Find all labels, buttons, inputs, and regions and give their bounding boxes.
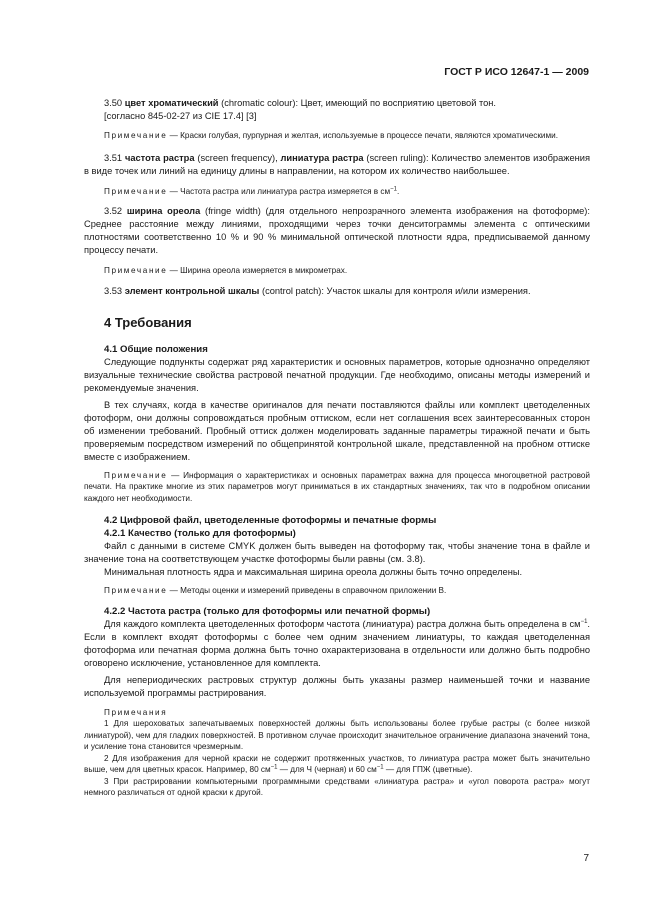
note-item [84, 753, 590, 776]
term-name: ширина ореола [126, 206, 201, 216]
note-text: — для Ч (черная) и 60 см [277, 765, 377, 774]
paragraph: Файл с данными в системе CMYK должен быть выведен на фотоформу так, чтобы значение тона в файле и значение тона на соответствующем участке фотоформы были равны (см. 3.8). [84, 541, 590, 564]
term-name: частота растра [124, 152, 195, 163]
term-3-52 [84, 205, 590, 257]
note-text: — для ГПЖ (цветные). [383, 765, 473, 774]
note-end: . [397, 186, 400, 196]
term-name: цвет хроматический [124, 98, 219, 108]
note [84, 130, 590, 142]
term-definition: (fringe width) (для отдельного непрозрачного элемента изображения на фотоформе): Среднее расстояние между линиями, проходящими через точки денситограммы элемента с оптическими плотностями соответственно 10 % и 90 % минимальной оптической плотности ядра, предписываемой данному процессу печати. [84, 206, 590, 255]
page-number: 7 [583, 853, 589, 864]
note-label: Примечание [104, 186, 168, 196]
superscript: −1 [376, 764, 384, 771]
term-3-53 [84, 285, 590, 298]
note-item: 1 Для шероховатых запечатываемых поверхностей должны быть использованы более грубые растры (с более низкой линиатурой), чем для гладких поверхностей. В противном случае происходит значительное ограничение диапазона значений тона, и усиление тона становится чрезмерным. [84, 719, 590, 751]
term-name-alt: линиатура растра [280, 152, 364, 163]
notes-label: Примечания [104, 707, 168, 717]
term-number: 3.53 [104, 285, 123, 296]
main-content [84, 97, 590, 799]
term-definition: (screen ruling): Количество элементов изображения в виде точек или линий на единицу длины в направлении, на котором их количество наибольшее. [84, 152, 591, 176]
term-3-50 [84, 97, 590, 110]
note-text: — Методы оценки и измерений приведены в справочном приложении В. [169, 586, 447, 595]
note-text: — Краски голубая, пурпурная и желтая, используемые в процессе печати, являются хроматическими. [169, 131, 558, 140]
note [84, 186, 590, 198]
note-label: Примечание [104, 470, 168, 480]
term-3-51 [84, 152, 590, 178]
term-definition: (chromatic colour): Цвет, имеющий по восприятию цветовой тон. [221, 98, 497, 108]
term-number: 3.51 [104, 152, 123, 163]
subsection-heading: 4.2.1 Качество (только для фотоформы) [104, 528, 296, 539]
note-label: Примечание [104, 586, 168, 595]
paragraph-text: . Если в комплект входят фотоформы с более чем одним значением линиатуры, то каждая цветоделенная фотоформа или печатная форма должна быть точно охарактеризована в отдельности или должно быть подробно оговорено исключение, установленное для комплекта. [84, 618, 590, 668]
term-english: (screen frequency), [197, 152, 278, 163]
note [84, 470, 590, 505]
note-text: — Информация о характеристиках и основных параметрах важна для процесса многоцветной растровой печати. На практике многие из этих параметров могут приниматься в их стандартных значениях, так что в подробном описании каждого нет необходимости. [84, 470, 590, 503]
note-text: — Частота растра или линиатура растра измеряется в см [169, 186, 391, 196]
term-number: 3.52 [104, 206, 123, 216]
term-number: 3.50 [104, 98, 123, 108]
note [84, 265, 590, 277]
subsection-heading: 4.1 Общие положения [104, 343, 208, 355]
superscript: −1 [580, 618, 588, 625]
paragraph: Для непериодических растровых структур должны быть указаны размер наименьшей точки и название используемой программы растрирования. [84, 674, 590, 698]
paragraph [84, 618, 590, 670]
paragraph: Следующие подпункты содержат ряд характеристик и основных параметров, которые однозначно определяют визуальные технические свойства растровой печатной продукции. Где необходимо, описаны методы измерений и рекомендуемые значения. [84, 356, 590, 393]
note-text: — Ширина ореола измеряется в микрометрах. [169, 266, 348, 275]
note [84, 585, 590, 597]
term-reference: [согласно 845-02-27 из CIE 17.4] [3] [104, 111, 257, 121]
paragraph: В тех случаях, когда в качестве оригиналов для печати поставляются файлы или комплект цветоделенных фотоформ, они должны сопровождаться пробным оттиском, если нет соглашения всех заинтересованных сторон об изменении требований. Пробный оттиск должен моделировать заданные параметры тиражной печати и быть проверяемым посредством измерений по общепринятой контрольной шкале, представленной на пробном оттиске вместе с изображением. [84, 399, 590, 462]
paragraph: Минимальная плотность ядра и максимальная ширина ореола должны быть точно определены. [104, 567, 523, 577]
standard-header: ГОСТ Р ИСО 12647-1 — 2009 [444, 66, 589, 78]
paragraph-text: Для каждого комплекта цветоделенных фотоформ частота (линиатура) растра должна быть определена в см [104, 618, 581, 629]
subsection-heading: 4.2.2 Частота растра (только для фотоформы или печатной формы) [104, 605, 431, 617]
note-label: Примечание [104, 131, 168, 140]
subsection-heading: 4.2 Цифровой файл, цветоделенные фотоформы и печатные формы [104, 515, 437, 526]
note-item: 3 При растрировании компьютерными программными средствами «линиатура растра» и «угол поворота растра» могут немного различаться от одной краски к другой. [84, 776, 590, 797]
superscript: −1 [270, 764, 278, 771]
superscript: −1 [390, 185, 398, 192]
note-text: 2 Для изображения для черной краски не содержит протяженных участков, то линиатура растра может быть значительно выше, чем для цветных красок. Например, 80 см [84, 753, 590, 774]
term-name: элемент контрольной шкалы [124, 285, 260, 296]
section-heading: 4 Требования [104, 314, 192, 330]
term-definition: (control patch): Участок шкалы для контроля и/или измерения. [261, 285, 531, 296]
note-label: Примечание [104, 266, 168, 275]
